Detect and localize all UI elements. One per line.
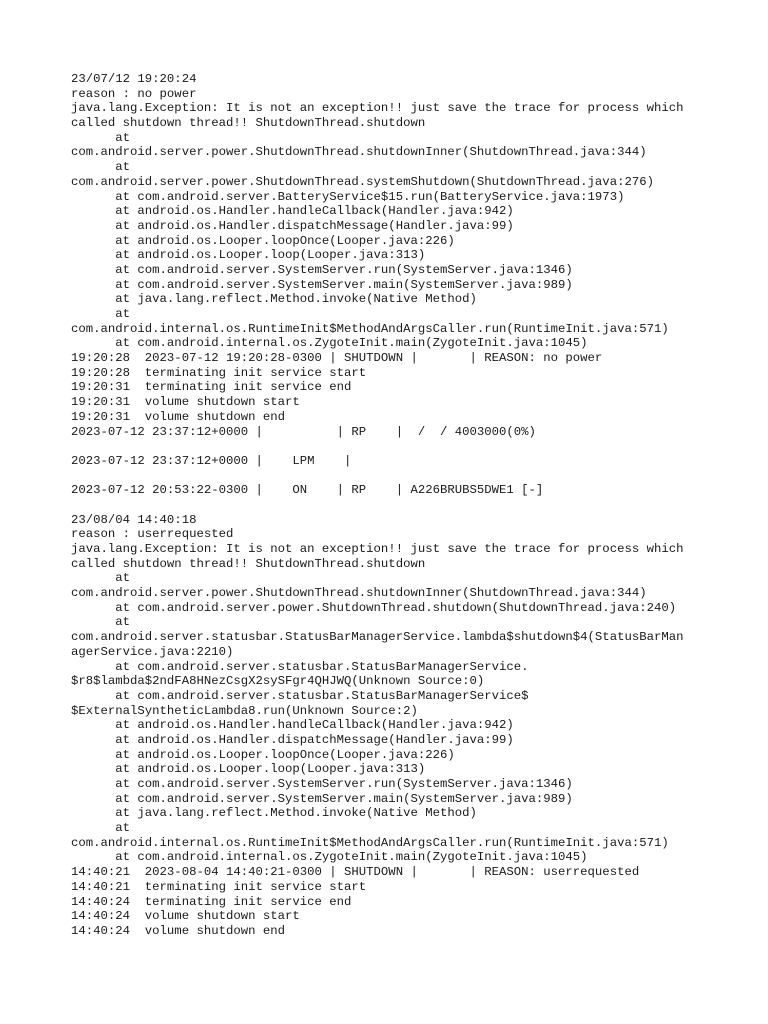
log-line: 2023-07-12 23:37:12+0000 | | RP | / / 4003000(0%)	[71, 424, 536, 439]
log-line: called shutdown thread!! ShutdownThread.shutdown	[71, 116, 426, 131]
log-line: at android.os.Handler.handleCallback(Handler.java:942)	[71, 718, 514, 733]
shutdown-log-text	[71, 72, 684, 939]
log-line: at	[71, 615, 131, 630]
log-line: at com.android.internal.os.ZygoteInit.main(ZygoteInit.java:1045)	[71, 336, 588, 351]
log-line: at	[71, 307, 131, 321]
log-line: called shutdown thread!! ShutdownThread.shutdown	[71, 556, 426, 571]
log-line	[71, 469, 684, 484]
log-line: at	[71, 160, 131, 175]
log-line: at java.lang.reflect.Method.invoke(Native Method)	[71, 292, 477, 307]
log-line: agerService.java:2210)	[71, 644, 234, 659]
log-line: at com.android.server.statusbar.StatusBarManagerService$	[71, 688, 529, 703]
log-line: at com.android.server.SystemServer.main(SystemServer.java:989)	[71, 277, 573, 292]
log-line: 14:40:24 volume shutdown start	[71, 909, 300, 924]
log-line: at com.android.server.statusbar.StatusBarManagerService.	[71, 659, 529, 674]
log-line: java.lang.Exception: It is not an exception!! just save the trace for process which	[71, 542, 684, 556]
log-line: 14:40:24 volume shutdown end	[71, 923, 286, 938]
log-line: 19:20:28 2023-07-12 19:20:28-0300 | SHUTDOWN | | REASON: no power	[71, 351, 603, 366]
log-line: at com.android.server.SystemServer.run(SystemServer.java:1346)	[71, 777, 573, 791]
log-line: at android.os.Handler.dispatchMessage(Handler.java:99)	[71, 732, 514, 747]
log-line: reason : no power	[71, 86, 197, 101]
log-line: at com.android.server.SystemServer.main(SystemServer.java:989)	[71, 791, 573, 806]
log-line: 14:40:21 2023-08-04 14:40:21-0300 | SHUTDOWN | | REASON: userrequested	[71, 865, 640, 880]
log-line: 23/07/12 19:20:24	[71, 72, 197, 86]
log-line: com.android.internal.os.RuntimeInit$MethodAndArgsCaller.run(RuntimeInit.java:571)	[71, 835, 669, 850]
log-line: at java.lang.reflect.Method.invoke(Native Method)	[71, 806, 477, 821]
log-line: $ExternalSyntheticLambda8.run(Unknown Source:2)	[71, 703, 418, 718]
log-line: at android.os.Handler.handleCallback(Handler.java:942)	[71, 204, 514, 219]
log-line: java.lang.Exception: It is not an exception!! just save the trace for process which	[71, 101, 684, 116]
log-line: 19:20:31 terminating init service end	[71, 380, 352, 395]
log-line: at android.os.Looper.loopOnce(Looper.java:226)	[71, 233, 455, 248]
log-line: com.android.server.power.ShutdownThread.shutdownInner(ShutdownThread.java:344)	[71, 586, 647, 601]
log-line: at com.android.server.BatteryService$15.run(BatteryService.java:1973)	[71, 189, 625, 204]
log-line: at	[71, 130, 131, 145]
log-line: at android.os.Looper.loop(Looper.java:313)	[71, 248, 426, 263]
log-line: 19:20:31 volume shutdown end	[71, 409, 286, 424]
log-line: 2023-07-12 23:37:12+0000 | LPM |	[71, 453, 352, 468]
log-line: at android.os.Handler.dispatchMessage(Handler.java:99)	[71, 218, 514, 233]
log-line: 19:20:31 volume shutdown start	[71, 395, 300, 410]
log-line: at android.os.Looper.loop(Looper.java:313)	[71, 762, 426, 777]
log-line: at com.android.server.SystemServer.run(SystemServer.java:1346)	[71, 262, 573, 277]
log-line: at android.os.Looper.loopOnce(Looper.java:226)	[71, 747, 455, 762]
log-line: reason : userrequested	[71, 527, 234, 542]
log-line: com.android.server.statusbar.StatusBarManagerService.lambda$shutdown$4(StatusBarMan	[71, 630, 684, 645]
log-line	[71, 439, 684, 454]
log-line: at com.android.internal.os.ZygoteInit.main(ZygoteInit.java:1045)	[71, 850, 588, 865]
log-line: 14:40:24 terminating init service end	[71, 894, 352, 909]
log-line: at	[71, 571, 131, 586]
log-line: $r8$lambda$2ndFA8HNezCsgX2sySFgr4QHJWQ(Unknown Source:0)	[71, 674, 485, 689]
log-line: at com.android.server.power.ShutdownThread.shutdown(ShutdownThread.java:240)	[71, 600, 677, 615]
log-line: 23/08/04 14:40:18	[71, 512, 197, 527]
log-line	[71, 498, 684, 513]
log-line: 2023-07-12 20:53:22-0300 | ON | RP | A226BRUBS5DWE1 [-]	[71, 483, 544, 498]
log-line: com.android.internal.os.RuntimeInit$MethodAndArgsCaller.run(RuntimeInit.java:571)	[71, 321, 669, 336]
log-line: com.android.server.power.ShutdownThread.shutdownInner(ShutdownThread.java:344)	[71, 145, 647, 160]
log-line: 14:40:21 terminating init service start	[71, 879, 367, 894]
log-line: com.android.server.power.ShutdownThread.systemShutdown(ShutdownThread.java:276)	[71, 174, 654, 189]
log-line: 19:20:28 terminating init service start	[71, 365, 367, 380]
log-line: at	[71, 821, 131, 836]
